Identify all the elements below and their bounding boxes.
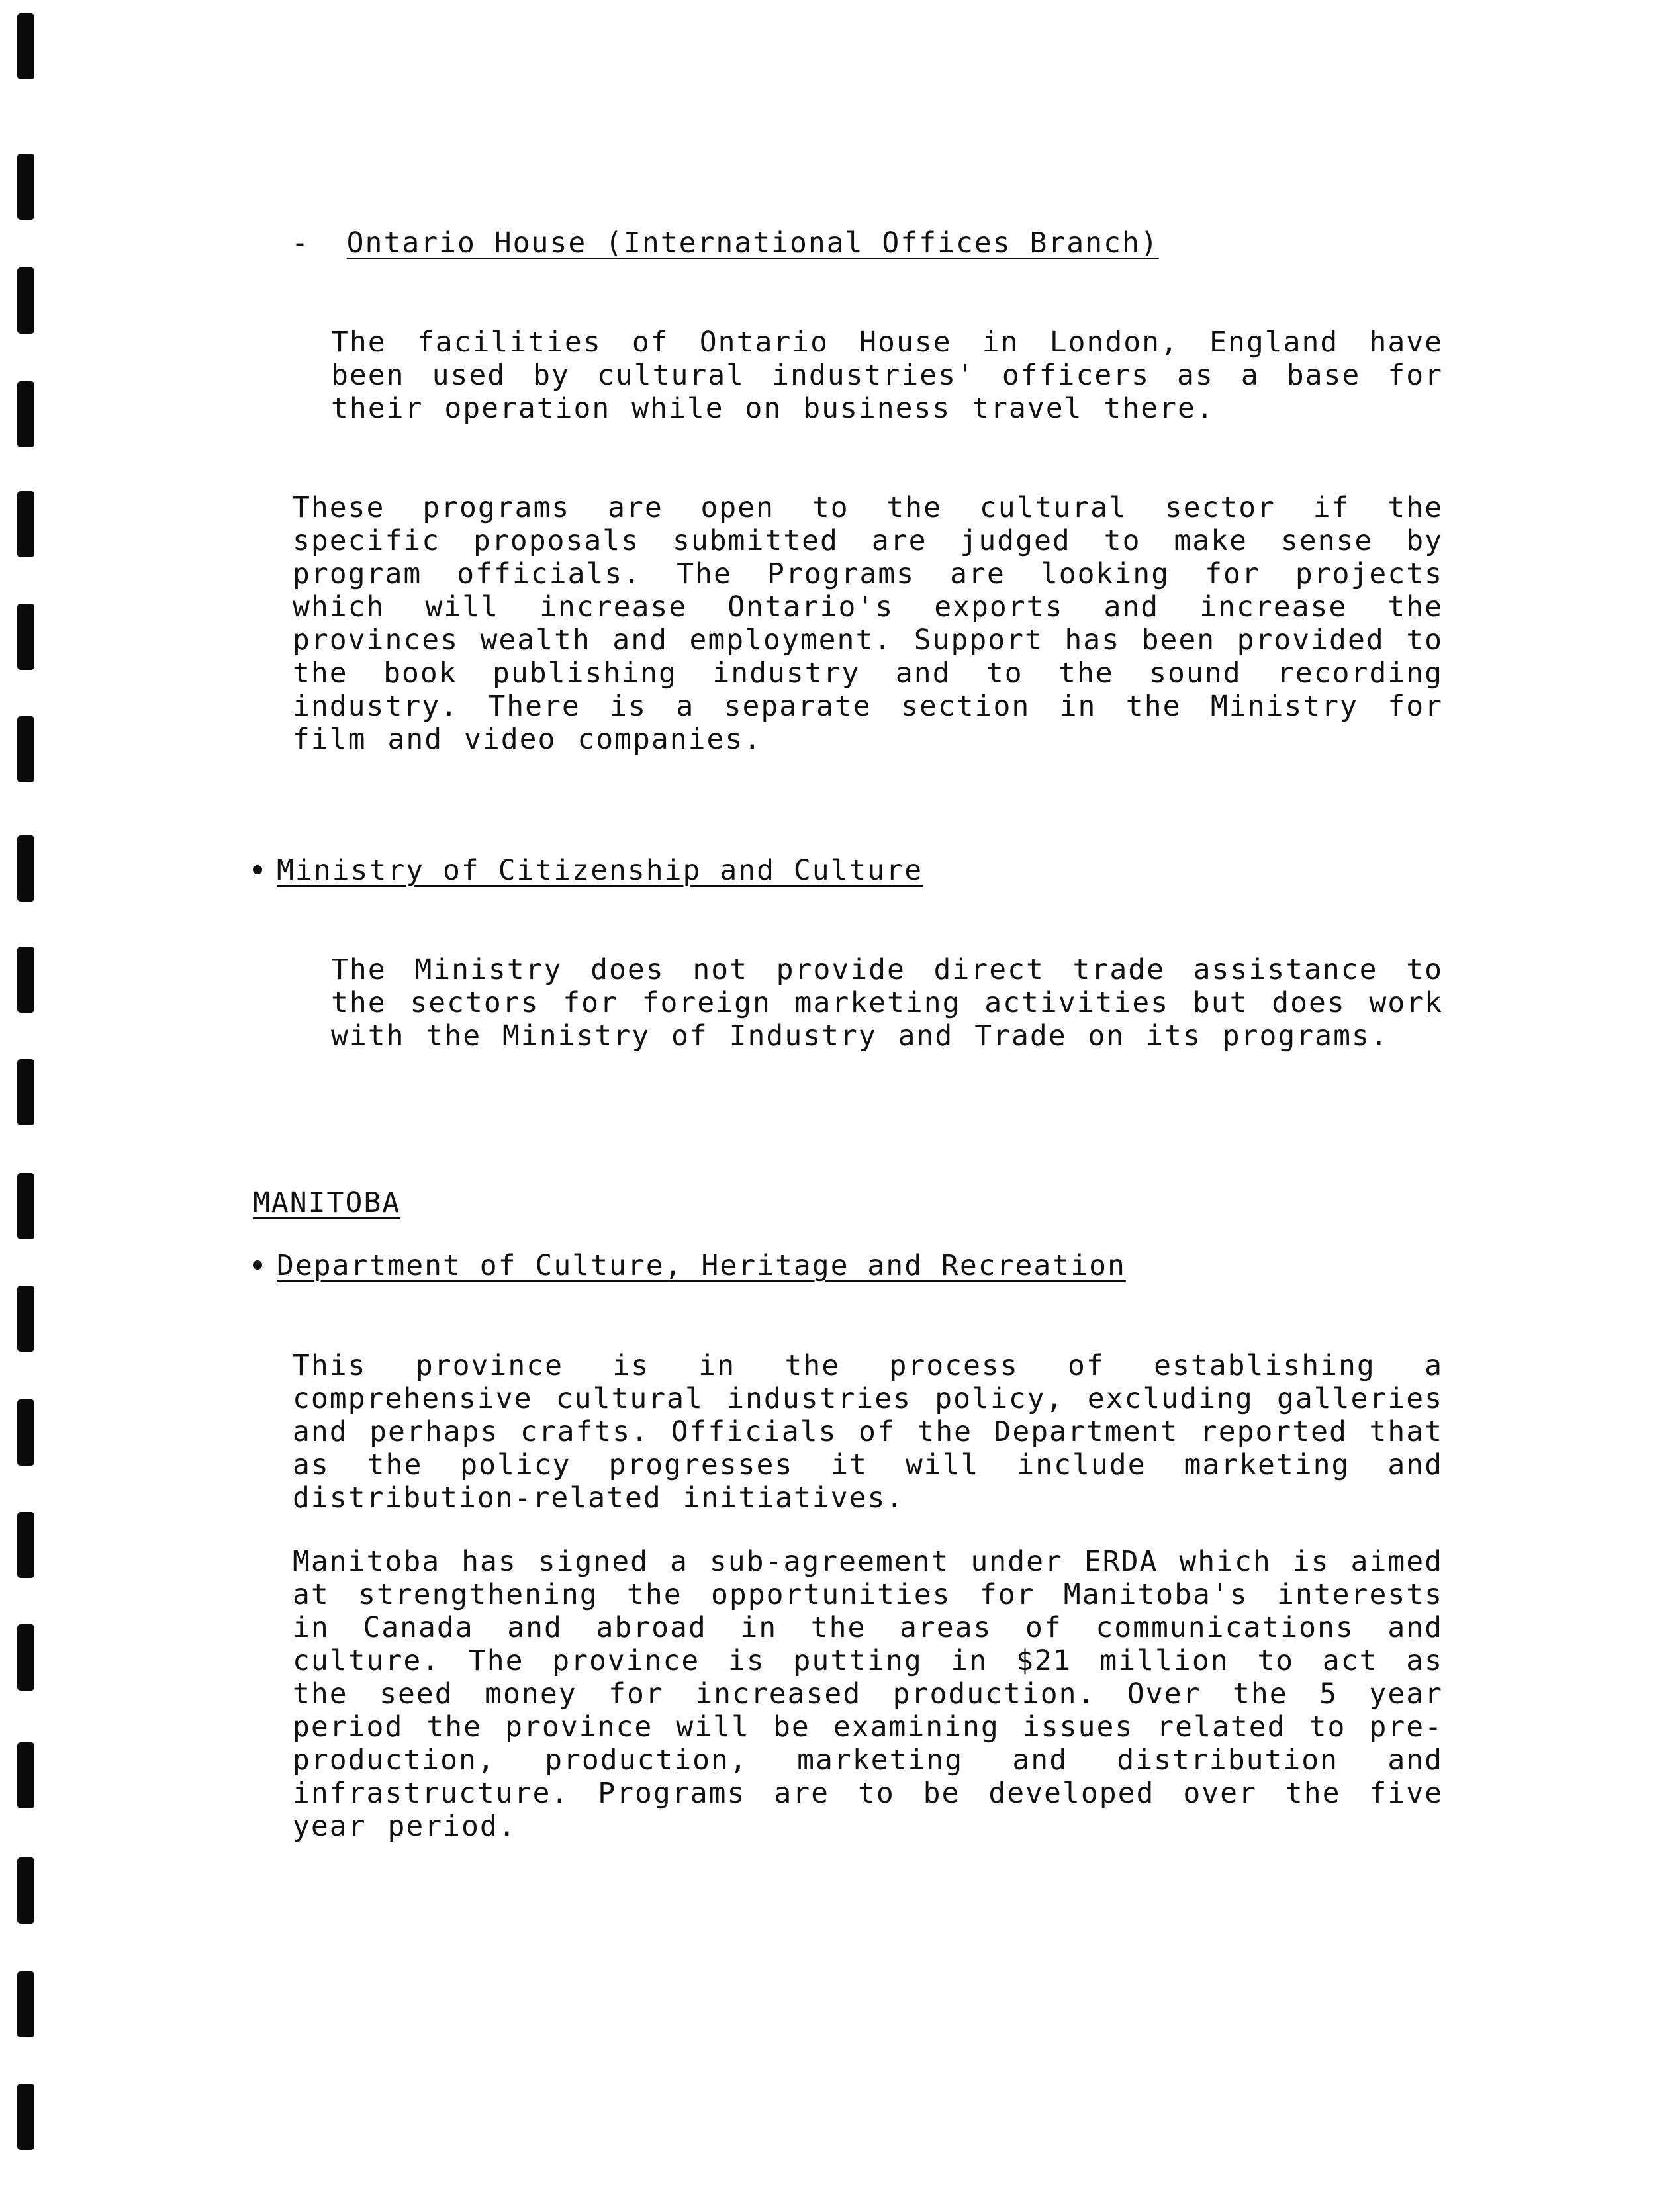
ontario-house-paragraph: The facilities of Ontario House in London, England have been used by cultural industries' officers as a base for their operation while on business travel there. xyxy=(331,326,1464,425)
manitoba-paragraph-1: This province is in the process of establishing a comprehensive cultural industries policy, excluding galleries and perhaps crafts. Officials of the Department reported that as the policy progresses it will include marketing and distribution-related initiatives. xyxy=(293,1349,1464,1515)
citizenship-heading-text: Ministry of Citizenship and Culture xyxy=(277,854,923,887)
citizenship-paragraph: The Ministry does not provide direct trade assistance to the sectors for foreign marketing activities but does work with the Ministry of Industry and Trade on its programs. xyxy=(331,953,1464,1053)
ontario-house-heading xyxy=(291,226,1159,259)
manitoba-heading xyxy=(253,1186,400,1219)
citizenship-heading xyxy=(253,854,923,887)
heading-dash: - xyxy=(291,226,310,259)
manitoba-heading-text: MANITOBA xyxy=(253,1186,401,1219)
department-heading xyxy=(253,1249,1126,1282)
department-heading-text: Department of Culture, Heritage and Recreation xyxy=(277,1249,1126,1282)
bullet-icon xyxy=(253,1260,262,1270)
ontario-house-heading-text: Ontario House (International Offices Branch) xyxy=(346,226,1159,259)
programs-paragraph: These programs are open to the cultural sector if the specific proposals submitted are judged to make sense by program officials. The Programs are looking for projects which will increase Ontario's exports and increase the provinces wealth and employment. Support has been provided to the book publishing industry and to the sound recording industry. There is a separate section in the Ministry for film and video companies. xyxy=(293,491,1464,756)
manitoba-paragraph-2: Manitoba has signed a sub-agreement under ERDA which is aimed at strengthening the opportunities for Manitoba's interests in Canada and abroad in the areas of communications and culture. The province is putting in $21 million to act as the seed money for increased production. Over the 5 year period the province will be examining issues related to pre-production, production, marketing and distribution and infrastructure. Programs are to be developed over the five year period. xyxy=(293,1545,1464,1843)
bullet-icon xyxy=(253,865,262,874)
